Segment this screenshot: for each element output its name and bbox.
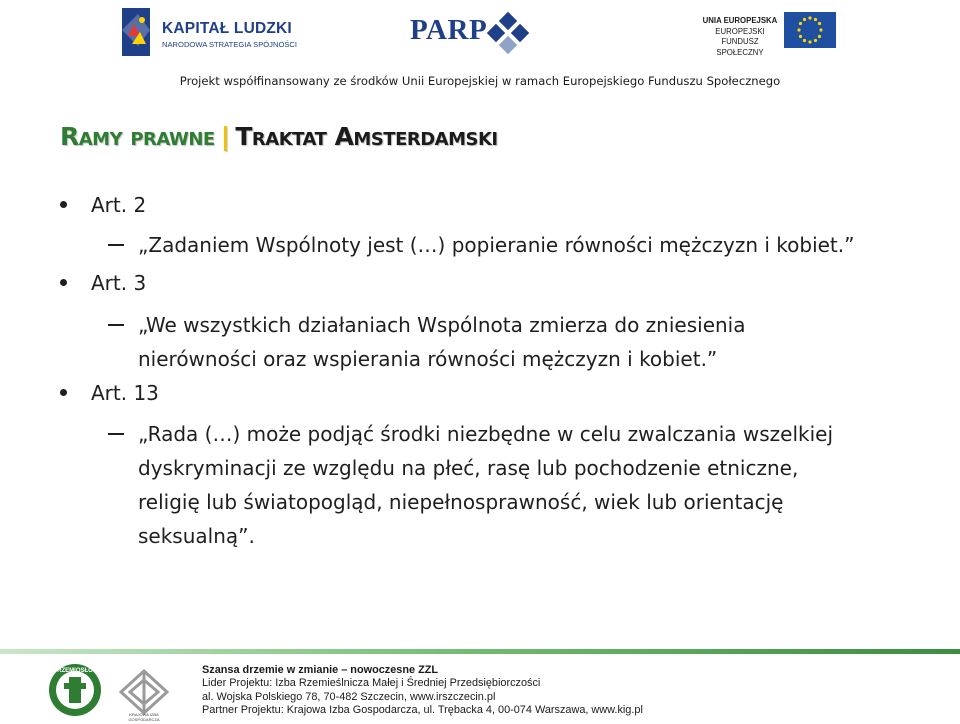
eu-line-2: EUROPEJSKI xyxy=(715,26,765,36)
footer-leader: Lider Projektu: Izba Rzemieślnicza Małej i Średniej Przedsiębiorczości xyxy=(202,677,541,690)
footer-divider xyxy=(0,649,960,654)
kapital-ludzki-logo xyxy=(118,6,298,60)
eu-flag-icon xyxy=(784,12,836,48)
footer-project-info xyxy=(202,664,643,717)
bullet-art-2 xyxy=(60,193,146,217)
eu-line-1: UNIA EUROPEJSKA xyxy=(702,16,778,25)
kapital-ludzki-title: KAPITAŁ LUDZKI xyxy=(162,20,292,37)
bullet-art-13 xyxy=(60,381,159,405)
bullet-label: Art. 13 xyxy=(91,381,159,405)
bullet-dot-icon xyxy=(60,279,67,286)
parp-text: PARP xyxy=(410,14,488,46)
quote-art-13 xyxy=(108,417,833,553)
kapital-ludzki-subtitle: NARODOWA STRATEGIA SPÓJNOŚCI xyxy=(162,40,298,49)
eu-efs-logo xyxy=(692,12,842,57)
quote-text: „Rada (…) może podjąć środki niezbędne w celu zwalczania wszelkiej dyskryminacji ze względu na płeć, rasę lub pochodzenie etniczne, religię lub światopogląd, niepełnosprawność, wiek lub orientację seksualną”. xyxy=(138,422,834,548)
eu-line-3: FUNDUSZ SPOŁECZNY xyxy=(716,37,764,57)
quote-art-2 xyxy=(108,228,854,262)
slide-title xyxy=(60,122,498,151)
parp-logo xyxy=(410,10,530,56)
quote-text: „We wszystkich działaniach Wspólnota zmierza do zniesienia nierówności oraz wspierania równości mężczyzn i kobiet.” xyxy=(138,313,746,371)
kig-caption: KRAJOWA IZBA GOSPODARCZA xyxy=(128,712,160,722)
bullet-dot-icon xyxy=(60,389,67,396)
parp-mark-icon xyxy=(484,10,532,56)
bullet-dot-icon xyxy=(60,201,67,208)
quote-text: „Zadaniem Wspólnoty jest (…) popieranie równości mężczyzn i kobiet.” xyxy=(138,233,855,257)
quote-art-3 xyxy=(108,308,745,376)
slide-title-part-1: Ramy prawne xyxy=(60,122,215,151)
title-separator: | xyxy=(220,122,230,151)
dash-icon xyxy=(108,244,124,246)
eu-text xyxy=(698,16,782,58)
bullet-art-3 xyxy=(60,271,146,295)
kapital-ludzki-flag-icon xyxy=(118,6,154,60)
footer-partner: Partner Projektu: Krajowa Izba Gospodarcza, ul. Trębacka 4, 00-074 Warszawa, www.kig.pl xyxy=(202,703,643,716)
bullet-label: Art. 3 xyxy=(91,271,147,295)
footer-project-name: Szansa drzemie w zmianie – nowoczesne ZZL xyxy=(202,664,439,676)
bullet-label: Art. 2 xyxy=(91,193,147,217)
dash-icon xyxy=(108,433,124,435)
slide-title-part-2: Traktat Amsterdamski xyxy=(235,122,498,151)
dash-icon xyxy=(108,324,124,326)
rzemioslo-text: RZEMIOSŁO xyxy=(57,668,93,674)
project-cofinancing-note: Projekt współfinansowany ze środków Unii Europejskiej w ramach Europejskiego Funduszu Społecznego xyxy=(179,74,781,88)
footer-leader-address: al. Wojska Polskiego 78, 70-482 Szczecin, www.irszczecin.pl xyxy=(202,690,496,703)
rzemioslo-logo-icon xyxy=(48,661,102,719)
